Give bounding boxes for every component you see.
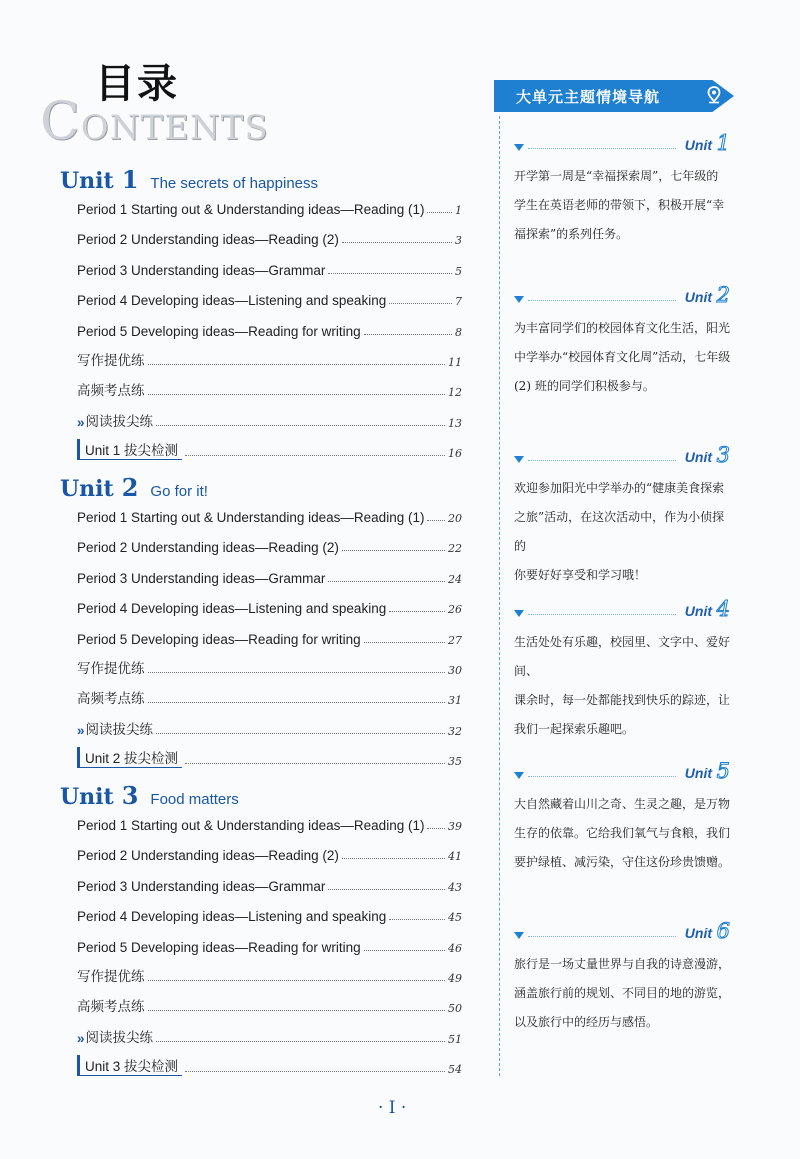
toc-dot-leader [185, 1071, 445, 1072]
toc-entry-label: Period 5 Developing ideas—Reading for writing [77, 323, 361, 339]
toc-dot-leader [328, 889, 445, 890]
toc-entry-label: Period 1 Starting out & Understanding ideas—Reading (1) [77, 510, 425, 525]
toc-dot-leader [389, 303, 452, 304]
nav-dotted-line [528, 936, 676, 937]
toc-entry[interactable] [77, 1056, 462, 1076]
toc-page-number: 7 [455, 295, 462, 309]
unit-title: The secrets of happiness [150, 175, 318, 192]
toc-entry-label: Period 2 Understanding ideas—Reading (2) [77, 540, 339, 556]
toc-page-number: 24 [448, 572, 462, 586]
nav-unit-word: Unit [684, 289, 712, 305]
toc-entry-label: Period 1 Starting out & Understanding ideas—Reading (1) [77, 202, 425, 217]
toc-entry-label: Unit 1 拔尖检测 [77, 439, 182, 460]
toc-entry[interactable] [77, 258, 462, 278]
nav-description-line: 欢迎参加阳光中学举办的“健康美食探索 [514, 481, 725, 495]
toc-entry[interactable] [77, 965, 462, 985]
toc-page-number: 49 [448, 972, 462, 985]
toc-entry-label: 写作提优练 [77, 353, 145, 368]
toc-entry[interactable] [77, 319, 462, 339]
nav-unit-number: 2 [716, 283, 730, 307]
toc-dot-leader [148, 672, 446, 673]
nav-unit-word: Unit [684, 449, 712, 465]
page-title-en [40, 92, 269, 152]
nav-unit-block [514, 283, 734, 401]
unit-number: 2 [121, 473, 139, 502]
chevron-right-icon: » [77, 722, 85, 738]
toc-page-number: 26 [448, 603, 462, 617]
toc-page-number: 8 [455, 325, 462, 339]
toc-entry-label: Period 5 Developing ideas—Reading for writing [77, 939, 361, 955]
toc-dot-leader [364, 950, 445, 951]
nav-description-line: 生存的依靠。它给我们氧气与食粮，我们 [514, 826, 731, 840]
toc-entry-label: Period 4 Developing ideas—Listening and speaking [77, 909, 387, 925]
nav-unit-number: 5 [716, 759, 730, 783]
page-number: · I · [378, 1098, 407, 1118]
triangle-down-icon [514, 932, 524, 939]
nav-unit-block [514, 443, 734, 590]
toc-page-number: 45 [448, 911, 462, 925]
toc-entry-label: 写作提优练 [77, 661, 145, 676]
chevron-right-icon: » [77, 414, 85, 430]
toc-entry-label: Period 3 Understanding ideas—Grammar [77, 262, 326, 278]
toc-entry-label: Period 1 Starting out & Understanding ideas—Reading (1) [77, 818, 425, 833]
toc-entry[interactable] [77, 349, 462, 369]
nav-description-line: 以及旅行中的经历与感悟。 [514, 1015, 659, 1029]
toc-entry[interactable] [77, 535, 462, 555]
toc-dot-leader [185, 455, 445, 456]
toc-entry[interactable] [77, 843, 462, 863]
toc-entry-label: Period 5 Developing ideas—Reading for writing [77, 631, 361, 647]
nav-unit-description [514, 628, 734, 744]
toc-entry[interactable] [77, 566, 462, 586]
nav-unit-label [514, 283, 734, 310]
unit-number: 1 [121, 165, 139, 194]
toc-entry[interactable] [77, 379, 462, 399]
toc-entry[interactable] [77, 288, 462, 308]
nav-description-line: 中学举办“校园体育文化周”活动，七年级 [514, 350, 731, 364]
nav-dotted-line [528, 148, 676, 149]
toc-dot-leader [148, 394, 446, 395]
toc-entry[interactable] [77, 596, 462, 616]
toc-entry[interactable] [77, 505, 462, 525]
toc-page-number: 3 [455, 234, 462, 248]
nav-description-line: 涵盖旅行前的规划、不同目的地的游览， [514, 986, 731, 1000]
toc-dot-leader [389, 611, 445, 612]
nav-unit-label [514, 597, 734, 624]
nav-unit-label [514, 443, 734, 470]
toc-entry[interactable] [77, 748, 462, 768]
nav-unit-label [514, 759, 734, 786]
toc-entry-label: Unit 3 拔尖检测 [77, 1055, 182, 1076]
toc-page-number: 35 [448, 755, 462, 769]
toc-page-number: 13 [448, 416, 462, 430]
nav-unit-description [514, 162, 734, 249]
unit-number: 3 [121, 781, 139, 810]
map-pin-icon [704, 85, 724, 105]
toc-entry[interactable] [77, 874, 462, 894]
toc-dot-leader [364, 642, 445, 643]
toc-page-number: 12 [448, 386, 462, 400]
nav-unit-description [514, 474, 734, 590]
toc-entry-label: 高频考点练 [77, 383, 145, 399]
toc-entry-label: 阅读拔尖练 [85, 1029, 154, 1045]
toc-dot-leader [427, 520, 445, 521]
toc-entry[interactable] [77, 440, 462, 460]
nav-unit-block [514, 131, 734, 249]
nav-unit-description [514, 790, 734, 877]
toc-entry-label: Unit 2 拔尖检测 [77, 747, 182, 768]
chevron-right-icon: » [77, 1030, 85, 1046]
nav-dotted-line [528, 460, 676, 461]
nav-unit-word: Unit [684, 603, 712, 619]
nav-unit-label [514, 131, 734, 158]
nav-dashed-line [499, 116, 500, 1076]
nav-description-line: 福探索”的系列任务。 [514, 227, 629, 241]
toc-dot-leader [148, 702, 446, 703]
toc-dot-leader [342, 858, 445, 859]
toc-page-number: 54 [448, 1063, 462, 1077]
nav-dotted-line [528, 614, 676, 615]
toc-dot-leader [342, 242, 452, 243]
toc-dot-leader [148, 1010, 446, 1011]
toc-dot-leader [427, 212, 452, 213]
nav-unit-number: 1 [716, 131, 730, 155]
toc-dot-leader [185, 763, 445, 764]
unit-word: Unit [60, 784, 114, 810]
nav-unit-number: 3 [716, 443, 730, 467]
toc-entry-label: 阅读拔尖练 [85, 721, 154, 737]
toc-entry[interactable] [77, 813, 462, 833]
nav-description-line: 开学第一周是“幸福探索周”，七年级的 [514, 169, 719, 183]
nav-description-line: 为丰富同学们的校园体育文化生活，阳光 [514, 321, 731, 335]
toc-dot-leader [427, 828, 445, 829]
toc-entry[interactable] [77, 718, 462, 738]
nav-dotted-line [528, 300, 676, 301]
theme-navigation-panel [494, 80, 740, 1076]
nav-description-line: 学生在英语老师的带领下，积极开展“幸 [514, 198, 725, 212]
toc-dot-leader [364, 334, 452, 335]
nav-description-line: 课余时，每一处都能找到快乐的踪迹，让 [514, 693, 731, 707]
toc-page-number: 50 [448, 1002, 462, 1016]
page-title-en-rest: ONTENTS [80, 108, 269, 148]
nav-dotted-line [528, 776, 676, 777]
toc-entry-label: 阅读拔尖练 [85, 413, 154, 429]
toc-dot-leader [156, 1041, 445, 1042]
toc-entry[interactable] [77, 627, 462, 647]
nav-unit-description [514, 950, 734, 1037]
toc-page-number: 32 [448, 724, 462, 738]
toc-entry[interactable] [77, 935, 462, 955]
toc-page-number: 46 [448, 941, 462, 955]
unit-heading [60, 473, 208, 502]
toc-entry[interactable] [77, 410, 462, 430]
nav-description-line: 大自然藏着山川之奇、生灵之趣，是万物 [514, 797, 731, 811]
unit-title: Food matters [150, 791, 239, 808]
toc-page-number: 22 [448, 542, 462, 556]
nav-unit-word: Unit [684, 137, 712, 153]
toc-page-number: 43 [448, 880, 462, 894]
toc-entry-label: 高频考点练 [77, 691, 145, 707]
toc-entry[interactable] [77, 1026, 462, 1046]
toc-entry-label: Period 4 Developing ideas—Listening and speaking [77, 293, 387, 309]
toc-entry-label: 高频考点练 [77, 999, 145, 1015]
toc-page-number: 31 [448, 694, 462, 708]
unit-heading [60, 165, 318, 194]
unit-word: Unit [60, 168, 114, 194]
nav-unit-block [514, 919, 734, 1037]
toc-page-number: 11 [448, 356, 462, 369]
toc-entry-label: Period 3 Understanding ideas—Grammar [77, 570, 326, 586]
toc-dot-leader [156, 425, 445, 426]
triangle-down-icon [514, 772, 524, 779]
toc-dot-leader [389, 919, 445, 920]
unit-word: Unit [60, 476, 114, 502]
toc-page-number: 27 [448, 633, 462, 647]
toc-entry-label: Period 4 Developing ideas—Listening and speaking [77, 601, 387, 617]
toc-entry[interactable] [77, 904, 462, 924]
nav-unit-number: 4 [716, 597, 730, 621]
unit-heading [60, 781, 239, 810]
toc-entry[interactable] [77, 227, 462, 247]
toc-entry-label: Period 3 Understanding ideas—Grammar [77, 878, 326, 894]
nav-description-line: 旅行是一场丈量世界与自我的诗意漫游， [514, 957, 731, 971]
nav-unit-label [514, 919, 734, 946]
triangle-down-icon [514, 144, 524, 151]
toc-page-number: 30 [448, 664, 462, 677]
nav-unit-description [514, 314, 734, 401]
toc-page-number: 1 [455, 204, 462, 217]
toc-entry[interactable] [77, 995, 462, 1015]
nav-description-line: 我们一起探索乐趣吧。 [514, 722, 635, 736]
unit-title: Go for it! [150, 483, 208, 500]
nav-description-line: 要护绿植、减污染，守住这份珍贵馈赠。 [514, 855, 731, 869]
toc-dot-leader [328, 273, 452, 274]
page-title-cn: 目录 [95, 61, 179, 107]
triangle-down-icon [514, 296, 524, 303]
toc-page-number: 41 [448, 850, 462, 864]
toc-entry[interactable] [77, 657, 462, 677]
toc-dot-leader [156, 733, 445, 734]
page-title-en-initial: C [40, 92, 81, 152]
toc-page-number: 39 [448, 820, 462, 833]
nav-unit-block [514, 597, 734, 744]
toc-entry-label: Period 2 Understanding ideas—Reading (2) [77, 232, 339, 248]
toc-entry[interactable] [77, 687, 462, 707]
nav-unit-word: Unit [684, 765, 712, 781]
triangle-down-icon [514, 610, 524, 617]
nav-description-line: 你要好好享受和学习哦！ [514, 568, 647, 582]
nav-unit-block [514, 759, 734, 877]
toc-dot-leader [148, 364, 446, 365]
toc-entry[interactable] [77, 197, 462, 217]
toc-entry-label: Period 2 Understanding ideas—Reading (2) [77, 848, 339, 864]
nav-unit-word: Unit [684, 925, 712, 941]
toc-page-number: 20 [448, 512, 462, 525]
toc-dot-leader [148, 980, 446, 981]
toc-dot-leader [342, 550, 445, 551]
toc-dot-leader [328, 581, 445, 582]
nav-banner-title: 大单元主题情境导航 [516, 88, 661, 106]
triangle-down-icon [514, 456, 524, 463]
nav-description-line: 之旅”活动，在这次活动中，作为小侦探的 [514, 510, 725, 553]
toc-entry-label: 写作提优练 [77, 969, 145, 984]
toc-page-number: 51 [448, 1032, 462, 1046]
toc-page-number: 5 [455, 264, 462, 278]
nav-description-line: 生活处处有乐趣，校园里、文字中、爱好间、 [514, 635, 731, 678]
nav-description-line: (2) 班的同学们积极参与。 [514, 379, 655, 393]
nav-unit-number: 6 [716, 919, 730, 943]
toc-page-number: 16 [448, 447, 462, 461]
